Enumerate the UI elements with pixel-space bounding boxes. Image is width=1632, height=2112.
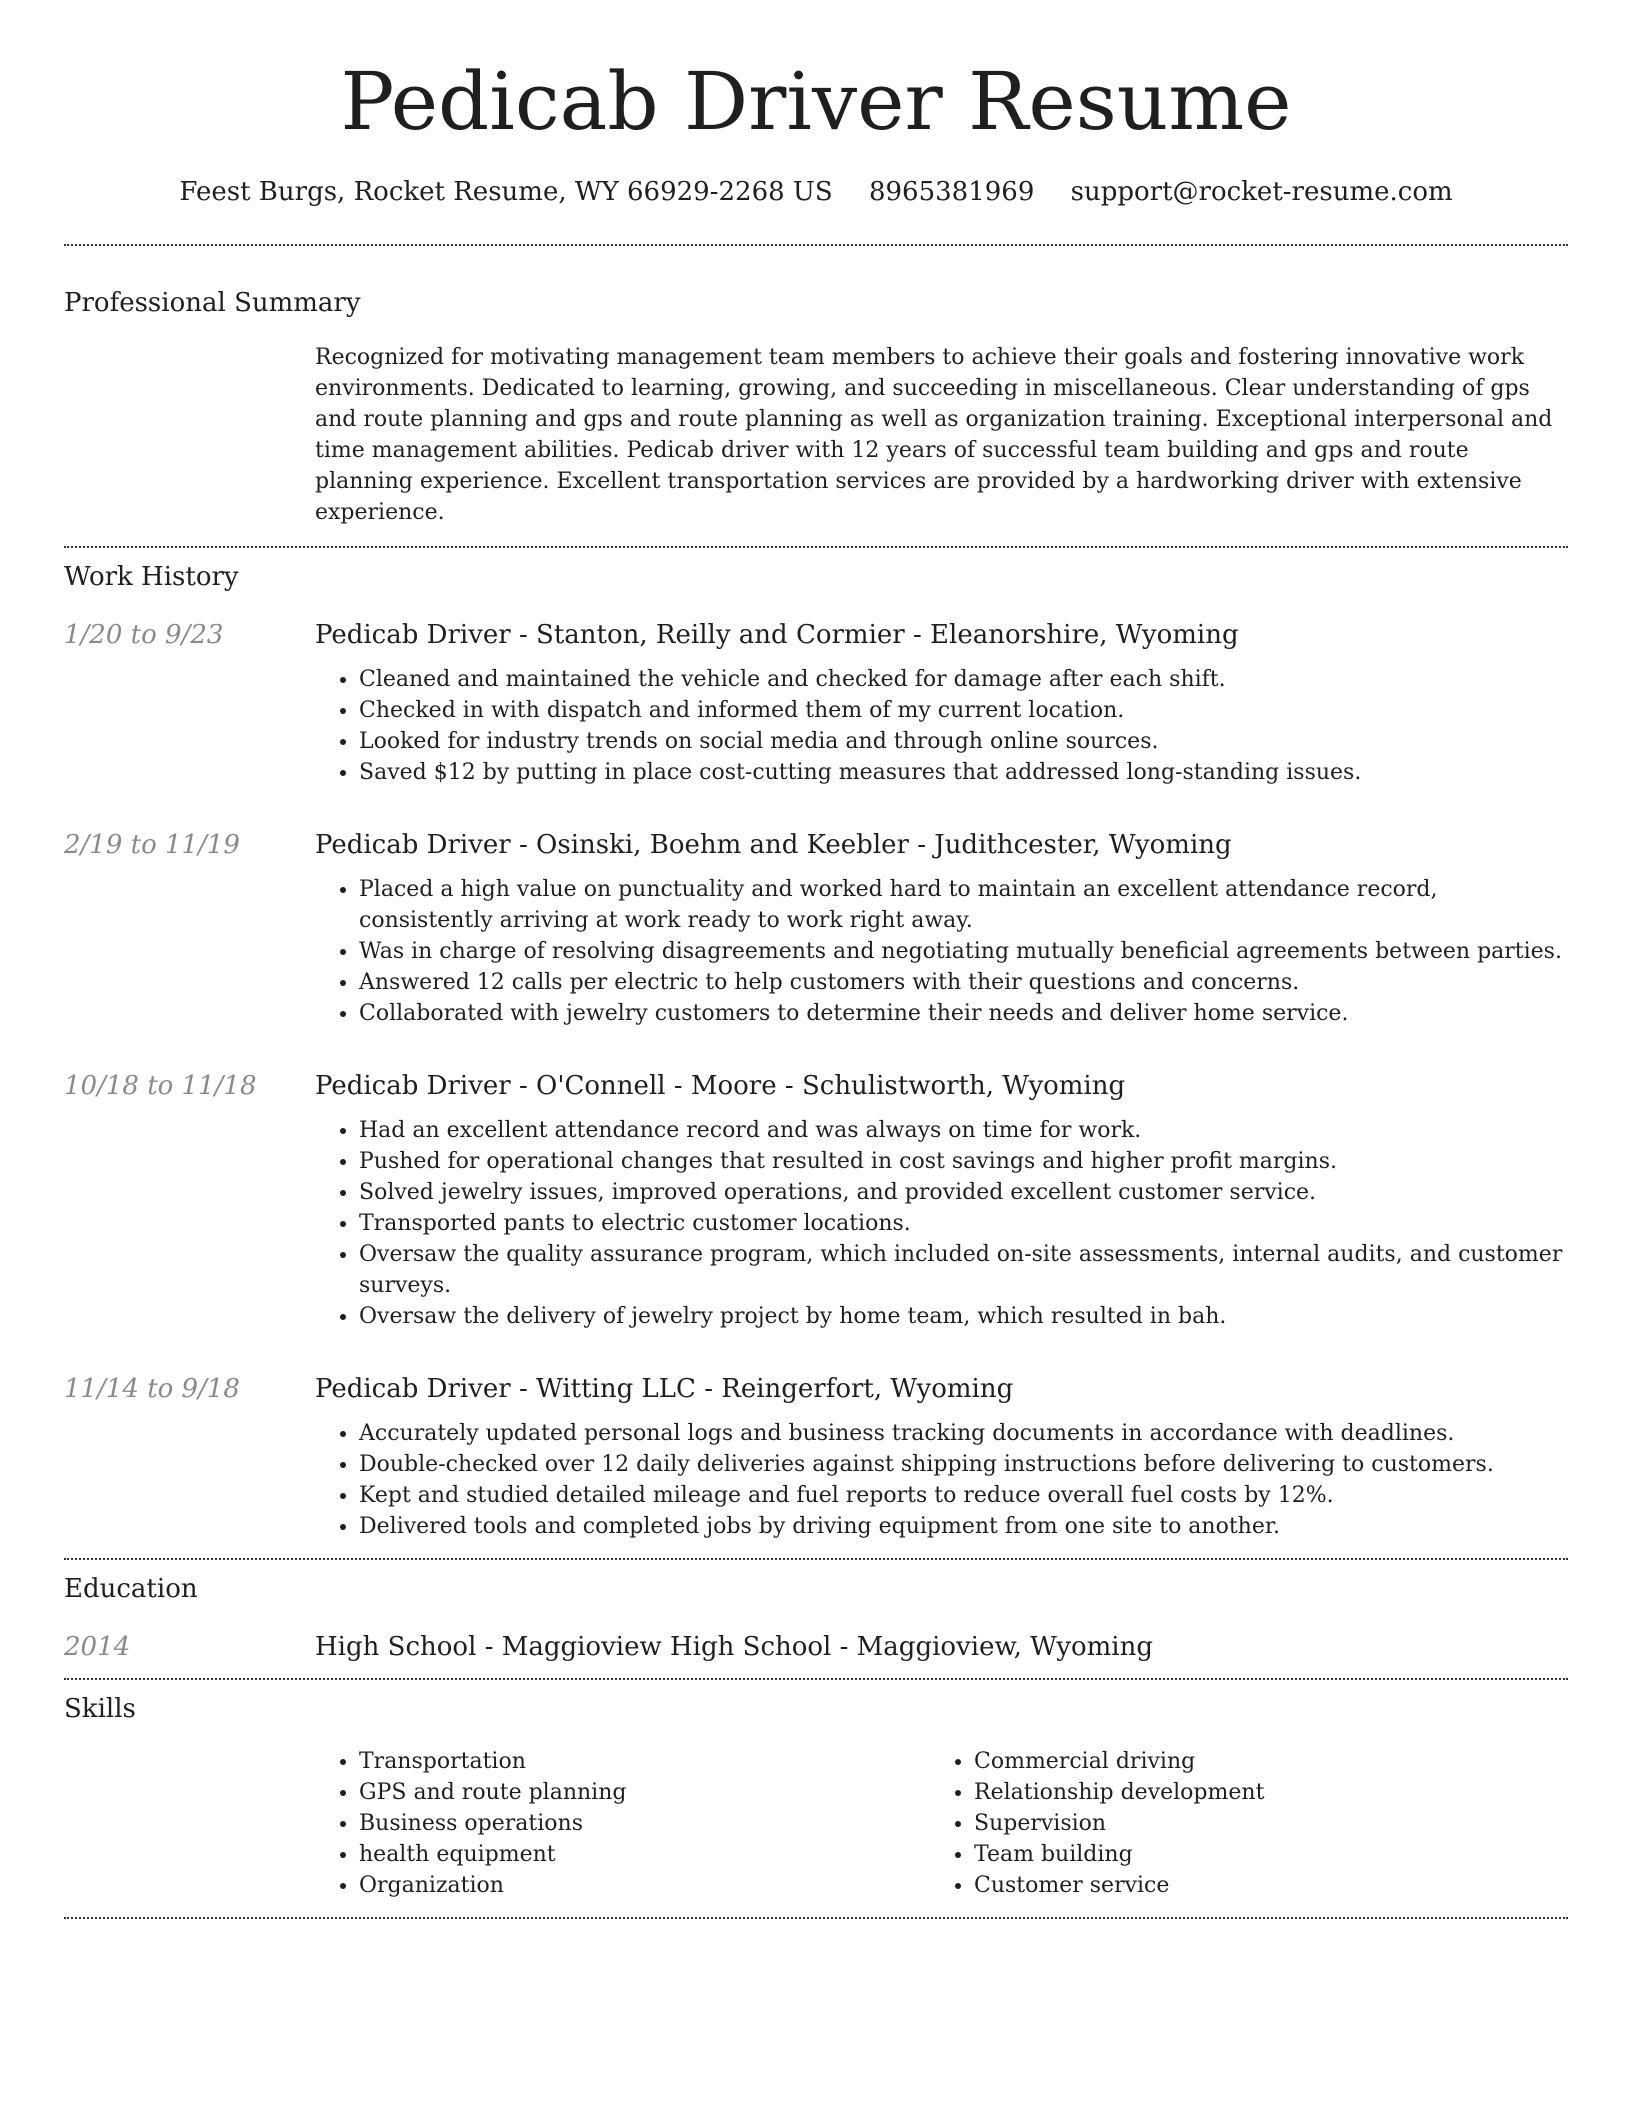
list-item: • Answered 12 calls per electric to help customers with their questions and concerns. [359,967,1568,998]
job-bullets [315,874,1568,1029]
list-item: • Kept and studied detailed mileage and fuel reports to reduce overall fuel costs by 12%. [359,1480,1568,1511]
job-dates: 1/20 to 9/23 [64,620,224,650]
list-item: • Transportation [359,1746,930,1777]
list-item: • Double-checked over 12 daily deliveries against shipping instructions before delivering to customers. [359,1449,1568,1480]
job-title: Pedicab Driver - Stanton, Reilly and Cormier - Eleanorshire, Wyoming [315,620,1239,650]
job-dates: 11/14 to 9/18 [64,1374,240,1404]
list-item: • Cleaned and maintained the vehicle and checked for damage after each shift. [359,664,1568,695]
job-bullets [315,664,1568,788]
education-entry: High School - Maggioview High School - Maggioview, Wyoming [315,1632,1154,1662]
list-item: • Transported pants to electric customer locations. [359,1208,1568,1239]
list-item: • Placed a high value on punctuality and worked hard to maintain an excellent attendance record, consistently arriving at work ready to work right away. [359,874,1568,936]
list-item: • Oversaw the quality assurance program, which included on-site assessments, internal audits, and customer surveys. [359,1239,1568,1301]
list-item: • Checked in with dispatch and informed them of my current location. [359,695,1568,726]
list-item: • Commercial driving [974,1746,1545,1777]
divider [64,1678,1568,1680]
divider [64,244,1568,246]
list-item: • Team building [974,1839,1545,1870]
education-heading: Education [64,1574,198,1604]
list-item: • Looked for industry trends on social media and through online sources. [359,726,1568,757]
list-item: • Organization [359,1870,930,1901]
work-history-section [64,560,1568,1542]
job-entry [64,1069,1568,1332]
list-item: • Had an excellent attendance record and was always on time for work. [359,1115,1568,1146]
divider [64,1558,1568,1560]
contact-phone: 8965381969 [868,177,1035,207]
job-title: Pedicab Driver - Witting LLC - Reingerfort, Wyoming [315,1374,1014,1404]
list-item: • Solved jewelry issues, improved operations, and provided excellent customer service. [359,1177,1568,1208]
skills-section [64,1692,1568,1917]
contact-email: support@rocket-resume.com [1070,177,1453,207]
job-bullets [315,1418,1568,1542]
list-item: • Supervision [974,1808,1545,1839]
skills-list-right [930,1746,1545,1901]
job-dates: 10/18 to 11/18 [64,1071,257,1101]
work-history-heading: Work History [64,562,239,592]
contact-line [64,174,1568,210]
list-item: • Collaborated with jewelry customers to determine their needs and deliver home service. [359,998,1568,1029]
list-item: • health equipment [359,1839,930,1870]
list-item: • Saved $12 by putting in place cost-cutting measures that addressed long-standing issues. [359,757,1568,788]
list-item: • GPS and route planning [359,1777,930,1808]
job-dates: 2/19 to 11/19 [64,830,240,860]
resume-page [64,0,1568,1919]
job-entry [64,618,1568,788]
divider [64,1917,1568,1919]
list-item: • Customer service [974,1870,1545,1901]
list-item: • Was in charge of resolving disagreements and negotiating mutually beneficial agreements between parties. [359,936,1568,967]
education-section [64,1572,1568,1664]
list-item: • Accurately updated personal logs and business tracking documents in accordance with deadlines. [359,1418,1568,1449]
job-bullets [315,1115,1568,1332]
job-entry [64,1372,1568,1542]
resume-title: Pedicab Driver Resume [340,55,1292,148]
skills-heading: Skills [64,1694,136,1724]
skills-list-left [315,1746,930,1901]
divider [64,546,1568,548]
list-item: • Relationship development [974,1777,1545,1808]
job-title: Pedicab Driver - O'Connell - Moore - Schulistworth, Wyoming [315,1071,1126,1101]
summary-heading: Professional Summary [64,288,361,318]
list-item: • Business operations [359,1808,930,1839]
education-year: 2014 [64,1632,131,1662]
summary-text: Recognized for motivating management team members to achieve their goals and fostering innovative work environments. Dedicated to learning, growing, and succeeding in miscellaneous. Clear understanding of gps and route planning and gps and route planning as well as organization training. Exceptional interpersonal and time management abilities. Pedicab driver with 12 years of successful team building and gps and route planning experience. Excellent transportation services are provided by a hardworking driver with extensive experience. [315,345,1553,525]
summary-section [64,286,1568,546]
contact-address: Feest Burgs, Rocket Resume, WY 66929-2268 US [179,177,833,207]
list-item: • Pushed for operational changes that resulted in cost savings and higher profit margins. [359,1146,1568,1177]
list-item: • Oversaw the delivery of jewelry project by home team, which resulted in bah. [359,1301,1568,1332]
list-item: • Delivered tools and completed jobs by driving equipment from one site to another. [359,1511,1568,1542]
job-entry [64,828,1568,1029]
job-title: Pedicab Driver - Osinski, Boehm and Keebler - Judithcester, Wyoming [315,830,1232,860]
